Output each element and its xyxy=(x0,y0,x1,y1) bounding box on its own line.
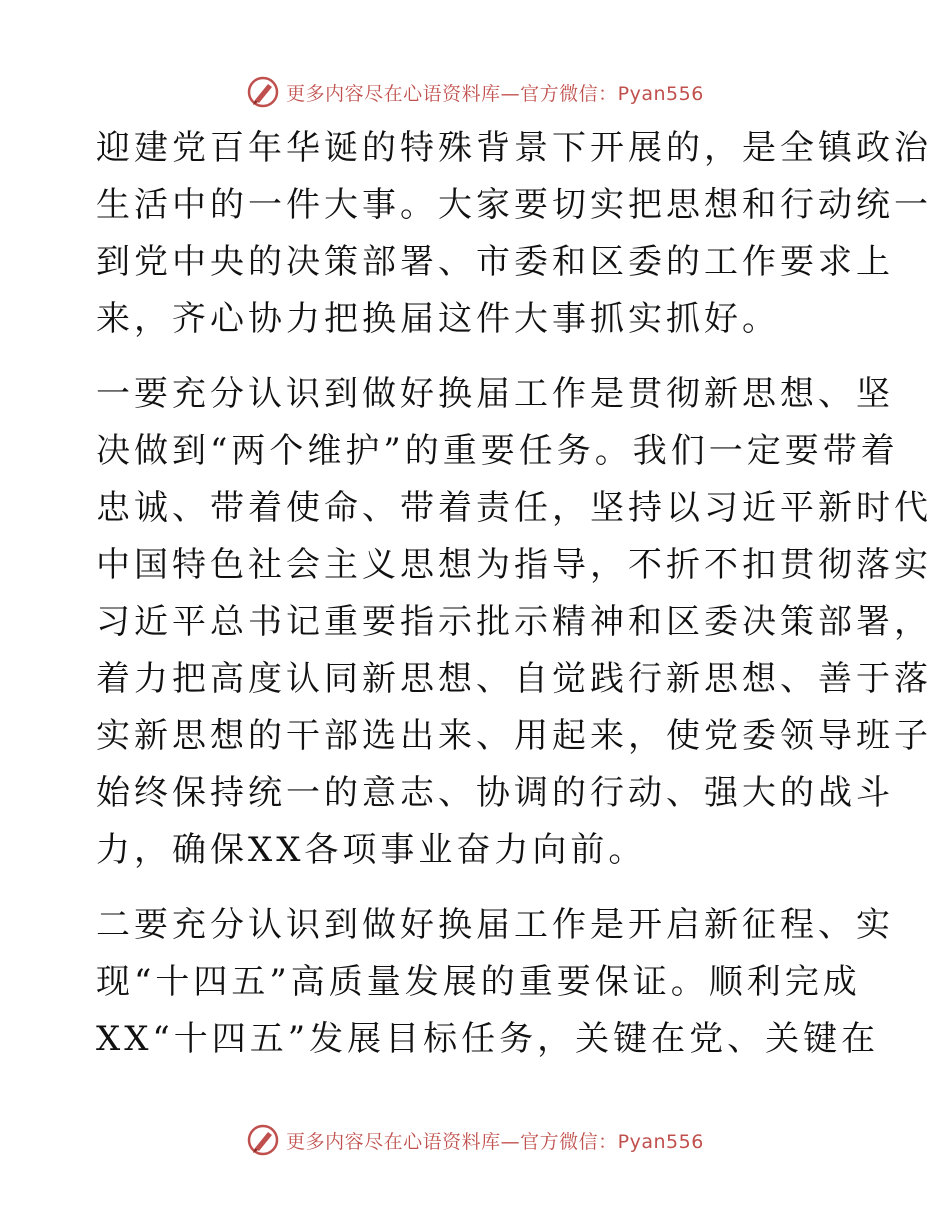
paragraph-3 xyxy=(96,897,894,1068)
text-line: XX“十四五”发展目标任务，关键在党、关键在 xyxy=(96,1019,880,1059)
pen-logo-icon xyxy=(246,1123,280,1157)
footer-banner xyxy=(0,1120,950,1160)
text-line: 着力把高度认同新思想、自觉践行新思想、善于落 xyxy=(96,659,932,699)
text-line: 忠诚、带着使命、带着责任，坚持以习近平新时代 xyxy=(96,488,932,528)
text-line: 中国特色社会主义思想为指导，不折不扣贯彻落实 xyxy=(96,545,932,585)
text-line: 到党中央的决策部署、市委和区委的工作要求上 xyxy=(96,242,894,282)
text-line: 实新思想的干部选出来、用起来，使党委领导班子 xyxy=(96,716,932,756)
text-line: 决做到“两个维护”的重要任务。我们一定要带着 xyxy=(96,431,899,471)
text-line: 二要充分认识到做好换届工作是开启新征程、实 xyxy=(96,905,894,945)
text-line: 现“十四五”高质量发展的重要保证。顺利完成 xyxy=(96,962,861,1002)
text-line: 迎建党百年华诞的特殊背景下开展的，是全镇政治 xyxy=(96,128,932,168)
paragraph-1 xyxy=(96,120,932,348)
pen-logo-icon xyxy=(246,75,280,109)
text-line: 来，齐心协力把换届这件大事抓实抓好。 xyxy=(96,299,780,339)
text-line: 力，确保XX各项事业奋力向前。 xyxy=(96,830,647,870)
header-banner xyxy=(0,72,950,112)
paragraph-2 xyxy=(96,366,932,879)
text-line: 习近平总书记重要指示批示精神和区委决策部署， xyxy=(96,602,932,642)
footer-banner-text: 更多内容尽在心语资料库—官方微信：Pyan556 xyxy=(286,1130,704,1153)
document-body xyxy=(96,120,932,1068)
header-banner-text: 更多内容尽在心语资料库—官方微信：Pyan556 xyxy=(286,82,704,105)
text-line: 生活中的一件大事。大家要切实把思想和行动统一 xyxy=(96,185,932,225)
text-line: 始终保持统一的意志、协调的行动、强大的战斗 xyxy=(96,773,894,813)
text-line: 一要充分认识到做好换届工作是贯彻新思想、坚 xyxy=(96,374,894,414)
